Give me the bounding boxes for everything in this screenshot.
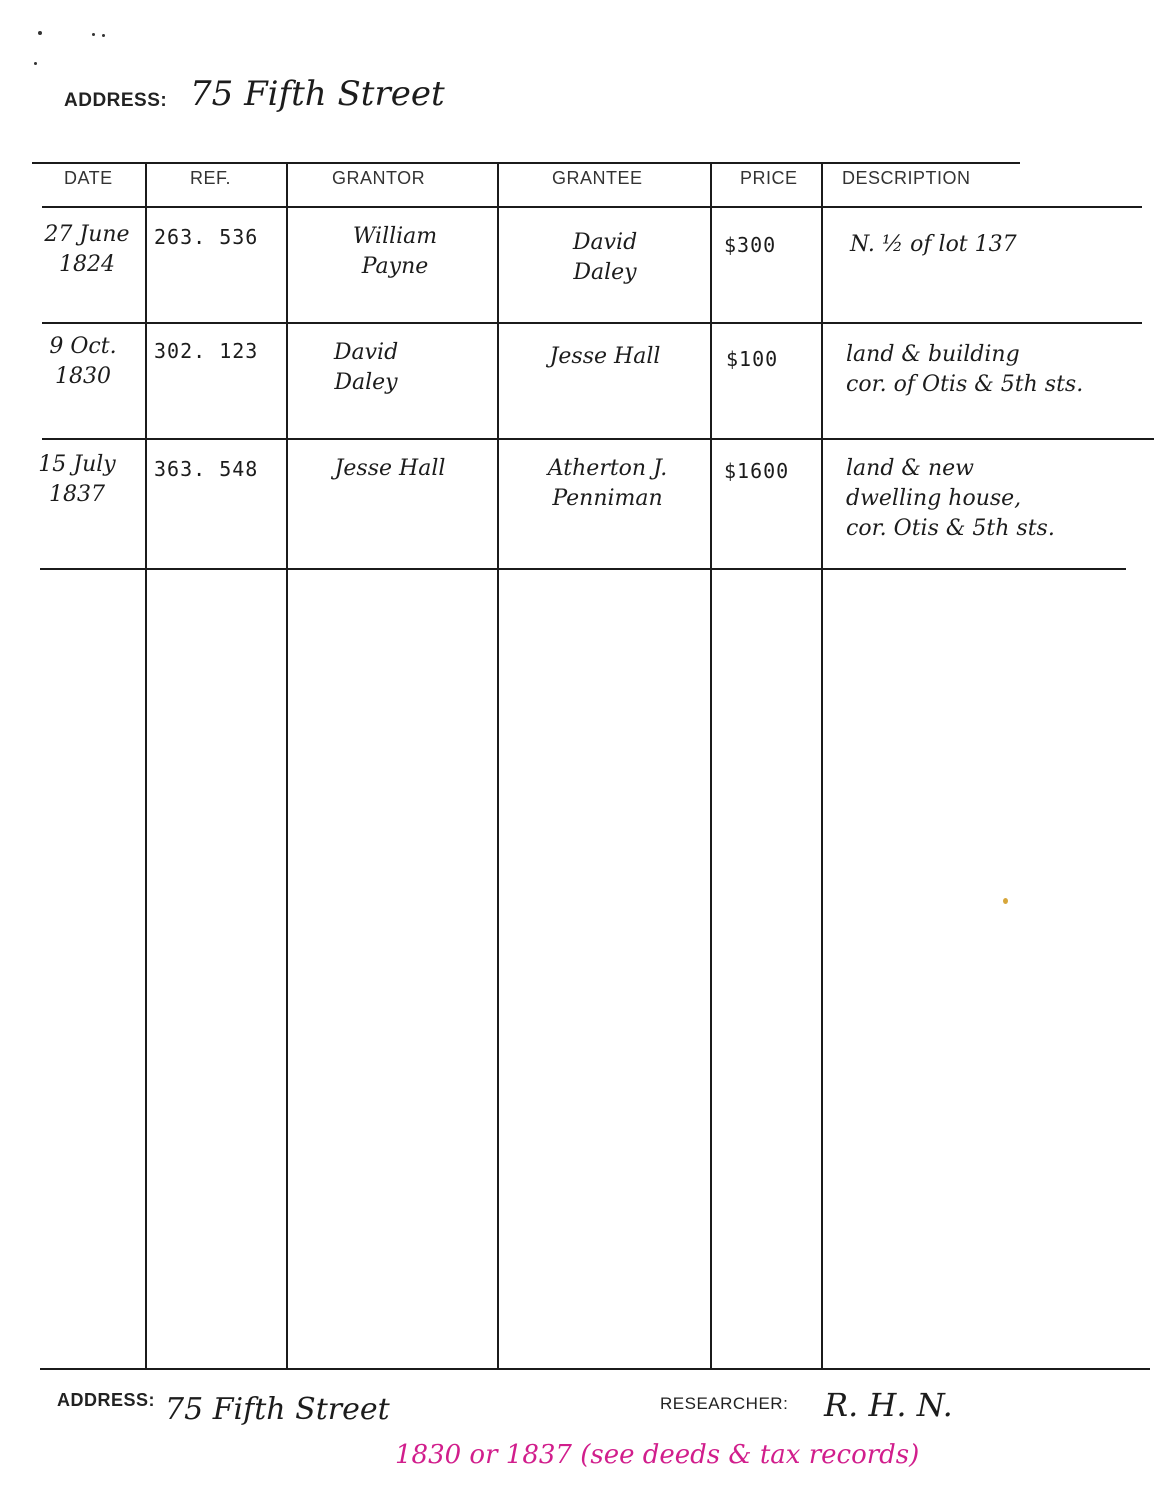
cell-grantor: William Payne [352, 224, 438, 279]
cell-ref: 263. 536 [154, 225, 259, 249]
column-header-price: PRICE [740, 168, 798, 188]
address-value: 75 Fifth Street [190, 74, 445, 114]
table-top-rule [32, 162, 1020, 164]
cell-grantor: Jesse Hall [334, 456, 446, 481]
column-divider [145, 162, 147, 1368]
column-divider [497, 162, 499, 1368]
researcher-label: RESEARCHER: [660, 1394, 789, 1413]
cell-grantee: Jesse Hall [549, 344, 661, 369]
cell-description: land & building cor. of Otis & 5th sts. [846, 342, 1084, 397]
researcher-value: R. H. N. [824, 1386, 953, 1424]
scan-speck [34, 62, 37, 65]
scan-speck [92, 33, 95, 36]
cell-price: $300 [724, 233, 777, 257]
cell-ref: 363. 548 [154, 457, 259, 481]
column-header-ref: REF. [190, 168, 232, 188]
column-header-grantor: GRANTOR [332, 168, 426, 188]
column-divider [710, 162, 712, 1368]
address-label: ADDRESS: [64, 90, 168, 111]
column-header-description: DESCRIPTION [842, 168, 971, 188]
scan-speck [102, 34, 105, 37]
cell-description: land & new dwelling house, cor. Otis & 5th sts. [846, 456, 1055, 541]
row-divider [40, 568, 1126, 570]
footer-address-label: ADDRESS: [57, 1390, 156, 1410]
cell-price: $1600 [724, 459, 790, 483]
row-divider [42, 438, 1154, 440]
column-header-date: DATE [64, 168, 113, 188]
cell-grantor: David Daley [333, 340, 399, 395]
column-divider [821, 162, 823, 1368]
table-bottom-rule [40, 1368, 1150, 1370]
cell-ref: 302. 123 [154, 339, 259, 363]
cell-date: 27 June 1824 [44, 222, 130, 277]
cell-date: 15 July 1837 [38, 452, 116, 507]
header-bottom-rule [42, 206, 1142, 208]
cell-description: N. ½ of lot 137 [850, 232, 1017, 257]
cell-grantee: Atherton J. Penniman [547, 456, 668, 511]
column-divider [286, 162, 288, 1368]
cell-date: 9 Oct. 1830 [49, 334, 117, 389]
scan-speck [38, 31, 42, 35]
cell-grantee: David Daley [572, 230, 638, 285]
cell-price: $100 [726, 347, 779, 371]
scan-speck [1003, 898, 1008, 904]
footer-address-value: 75 Fifth Street [165, 1392, 390, 1427]
date-annotation: 1830 or 1837 (see deeds & tax records) [395, 1440, 920, 1470]
row-divider [42, 322, 1142, 324]
column-header-grantee: GRANTEE [552, 168, 643, 188]
